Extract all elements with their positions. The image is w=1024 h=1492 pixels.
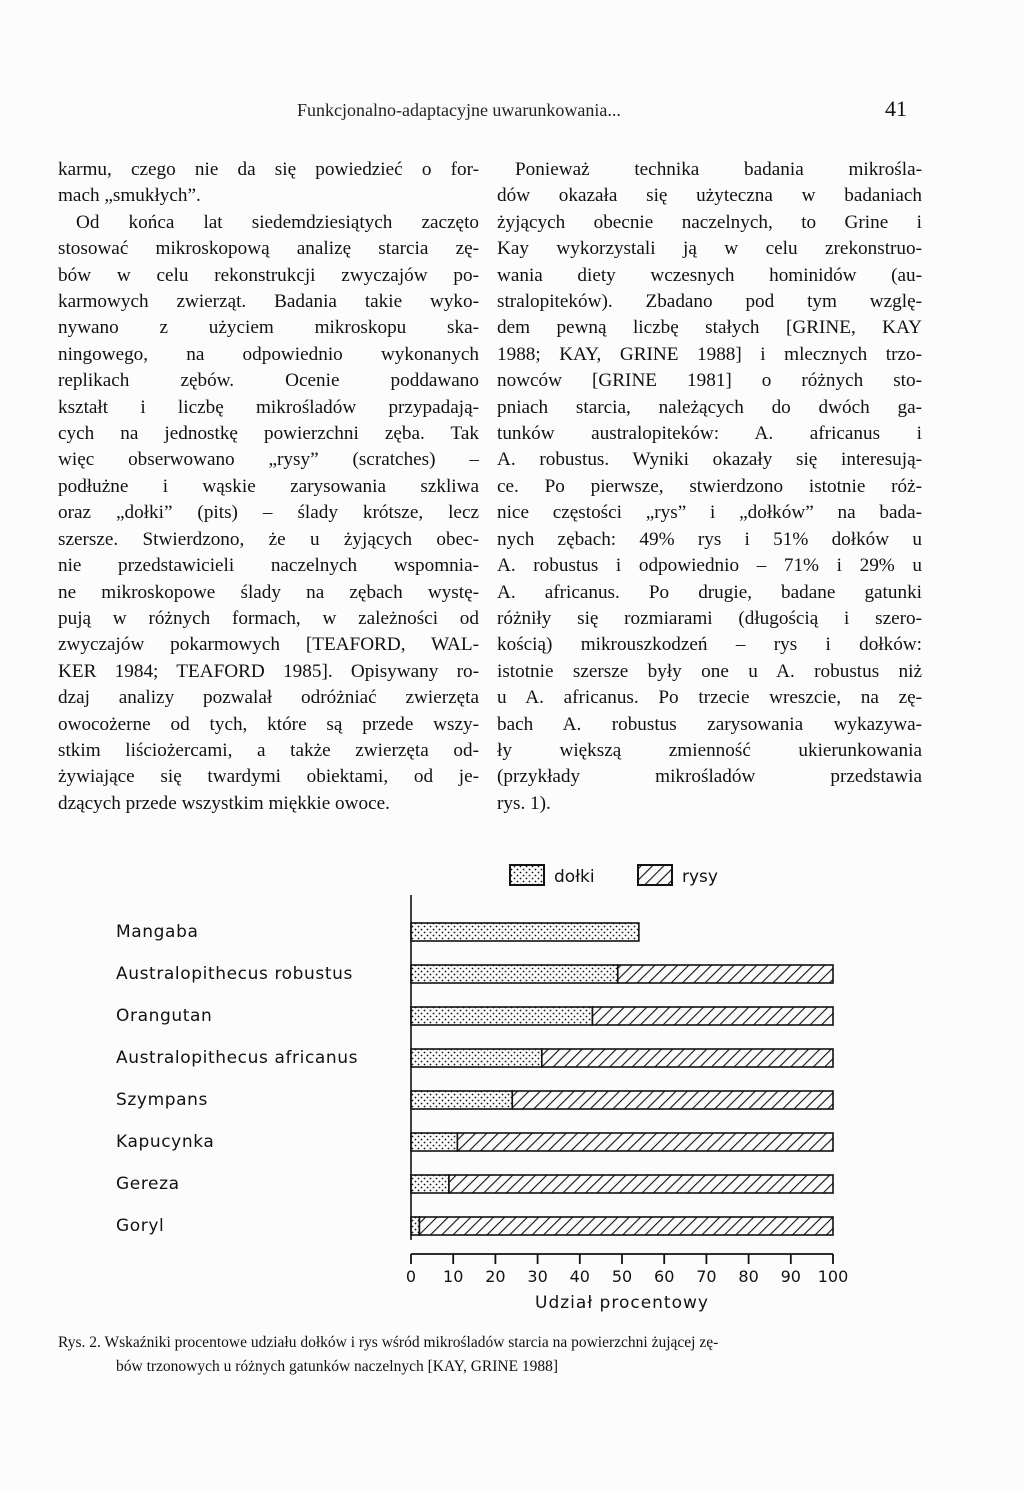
text-line: replikach zębów. Ocenie poddawano: [58, 370, 479, 392]
text-line: ne mikroskopowe ślady na zębach wystę-: [58, 581, 479, 603]
text-line: żywiające się twardymi obiektami, od je-: [58, 766, 479, 788]
x-tick-label: 0: [405, 1267, 417, 1286]
caption-label: Rys. 2.: [58, 1334, 101, 1351]
figure-chart: [0, 850, 1024, 1320]
text-line: podłużne i wąskie zarysowania szkliwa: [58, 475, 479, 497]
legend-label: dołki: [554, 867, 595, 887]
bar-pits: [411, 1091, 512, 1109]
bar-scratches: [542, 1049, 833, 1067]
bar-scratches: [592, 1007, 833, 1025]
text-line: pniach starcia, należących do dwóch ga-: [497, 396, 922, 418]
x-tick-label: 20: [485, 1267, 506, 1286]
text-line: nywano z użyciem mikroskopu ska-: [58, 317, 479, 339]
left-column: [58, 157, 479, 817]
x-tick-label: 40: [569, 1267, 590, 1286]
text-line: kością) mikrouszkodzeń – rys i dołków:: [497, 634, 922, 656]
text-line: karmu, czego nie da się powiedzieć o for-: [58, 159, 479, 180]
category-labels: [116, 922, 358, 1236]
text-line: nie przedstawicieli naczelnych wspomnia-: [58, 555, 479, 577]
text-line: szersze. Stwierdzono, że u żyjących obec-: [58, 528, 479, 550]
bars: [411, 923, 833, 1235]
text-line: zwyczajów pokarmowych [TEAFORD, WAL-: [58, 634, 479, 656]
chart-legend: [510, 865, 718, 887]
x-tick-label: 10: [443, 1267, 464, 1286]
text-line: dzaj analizy pozwalał odróżniać zwierzęta: [58, 687, 479, 709]
caption-text-line1: Wskaźniki procentowe udziału dołków i rys wśród mikrośladów starcia na powierzchni żującej zę-: [104, 1334, 719, 1351]
text-line: mach „smukłych”.: [58, 185, 201, 207]
bar-pits: [411, 1217, 419, 1235]
text-line: ce. Po pierwsze, stwierdzono istotnie róż-: [497, 475, 922, 497]
text-line: stralopiteków). Zbadano pod tym wzglę-: [497, 291, 922, 313]
text-line: cych na jednostkę powierzchni zęba. Tak: [58, 423, 479, 445]
text-line: dów okazała się użyteczna w badaniach: [497, 185, 922, 207]
text-line: pują w różnych formach, w zależności od: [58, 607, 479, 629]
text-line: stosować mikroskopową analizę starcia zę-: [58, 238, 479, 260]
bar-scratches: [457, 1133, 833, 1151]
text-line: Od końca lat siedemdziesiątych zaczęto: [76, 211, 479, 233]
text-line: bów w celu rekonstrukcji zwyczajów po-: [58, 264, 479, 286]
caption-text-line2: bów trzonowych u różnych gatunków naczelnych [KAY, GRINE 1988]: [116, 1358, 559, 1375]
page-number: 41: [885, 96, 907, 121]
text-line: dzących przede wszystkim miękkie owoce.: [58, 792, 390, 814]
bar-pits: [411, 923, 639, 941]
text-line: wania diety wczesnych hominidów (au-: [497, 264, 922, 286]
figure-caption: [58, 1331, 958, 1379]
category-label: Orangutan: [116, 1006, 213, 1026]
text-line: (przykłady mikrośladów przedstawia: [497, 766, 922, 788]
legend-swatch-pits: [510, 865, 544, 885]
category-label: Szympans: [116, 1090, 208, 1110]
legend-swatch-scratches: [638, 865, 672, 885]
x-tick-label: 80: [738, 1267, 759, 1286]
bar-scratches: [618, 965, 833, 983]
text-line: różniły się rozmiarami (długością i szero-: [497, 607, 922, 629]
category-label: Goryl: [116, 1216, 165, 1236]
bar-pits: [411, 965, 618, 983]
text-line: kształt i liczbę mikrośladów przypadają-: [58, 396, 479, 418]
running-title: Funkcjonalno-adaptacyjne uwarunkowania...: [297, 100, 621, 120]
bar-pits: [411, 1007, 592, 1025]
text-line: A. robustus. Wyniki okazały się interesują-: [497, 449, 922, 471]
text-line: KER 1984; TEAFORD 1985]. Opisywany ro-: [58, 660, 479, 682]
text-line: karmowych zwierząt. Badania takie wyko-: [58, 291, 479, 313]
text-line: ły większą zmienność ukierunkowania: [497, 739, 922, 761]
bar-pits: [411, 1049, 542, 1067]
text-line: nowców [GRINE 1981] o różnych sto-: [497, 370, 922, 392]
category-label: Gereza: [116, 1174, 180, 1194]
text-line: A. robustus i odpowiednio – 71% i 29% u: [497, 555, 922, 577]
text-line: owocożerne od tych, które są przede wszy-: [58, 713, 479, 735]
text-line: tunków australopiteków: A. africanus i: [497, 423, 922, 445]
category-label: Australopithecus africanus: [116, 1048, 359, 1068]
legend-label: rysy: [682, 867, 718, 887]
x-axis-title: Udział procentowy: [535, 1293, 709, 1313]
text-line: 1988; KAY, GRINE 1988] i mlecznych trzo-: [497, 343, 922, 365]
bar-pits: [411, 1133, 457, 1151]
category-label: Kapucynka: [116, 1132, 215, 1152]
text-line: bach A. robustus zarysowania wykazywa-: [497, 713, 922, 735]
page-header: [0, 96, 1024, 136]
text-line: żyjących obecnie naczelnych, to Grine i: [497, 211, 922, 233]
right-column: [497, 157, 922, 817]
text-line: ningowego, na odpowiednio wykonanych: [58, 343, 479, 365]
x-tick-label: 70: [696, 1267, 717, 1286]
x-tick-label: 90: [780, 1267, 801, 1286]
text-line: Ponieważ technika badania mikrośla-: [515, 159, 922, 180]
x-tick-label: 100: [817, 1267, 849, 1286]
text-line: oraz „dołki” (pits) – ślady krótsze, lecz: [58, 502, 479, 524]
text-line: Kay wykorzystali ją w celu zrekonstruo-: [497, 238, 922, 260]
x-tick-label: 30: [527, 1267, 548, 1286]
category-label: Mangaba: [116, 922, 199, 942]
text-line: istotnie szersze były one u A. robustus niż: [497, 660, 922, 682]
text-line: stkim liściożercami, a także zwierzęta od-: [58, 739, 479, 761]
x-tick-label: 60: [654, 1267, 675, 1286]
text-line: A. africanus. Po drugie, badane gatunki: [497, 581, 922, 603]
text-line: u A. africanus. Po trzecie wreszcie, na zę-: [497, 687, 922, 709]
bar-scratches: [419, 1217, 833, 1235]
text-line: więc obserwowano „rysy” (scratches) –: [58, 449, 479, 471]
bar-scratches: [449, 1175, 833, 1193]
category-label: Australopithecus robustus: [116, 964, 353, 984]
text-line: nych zębach: 49% rys i 51% dołków u: [497, 528, 922, 550]
text-line: dem pewną liczbę stałych [GRINE, KAY: [497, 317, 922, 339]
stacked-bar-chart: [0, 850, 1024, 1320]
x-tick-label: 50: [611, 1267, 633, 1286]
text-line: rys. 1).: [497, 792, 551, 814]
bar-scratches: [512, 1091, 833, 1109]
text-line: nice częstości „rys” i „dołków” na bada-: [497, 502, 922, 524]
bar-pits: [411, 1175, 449, 1193]
